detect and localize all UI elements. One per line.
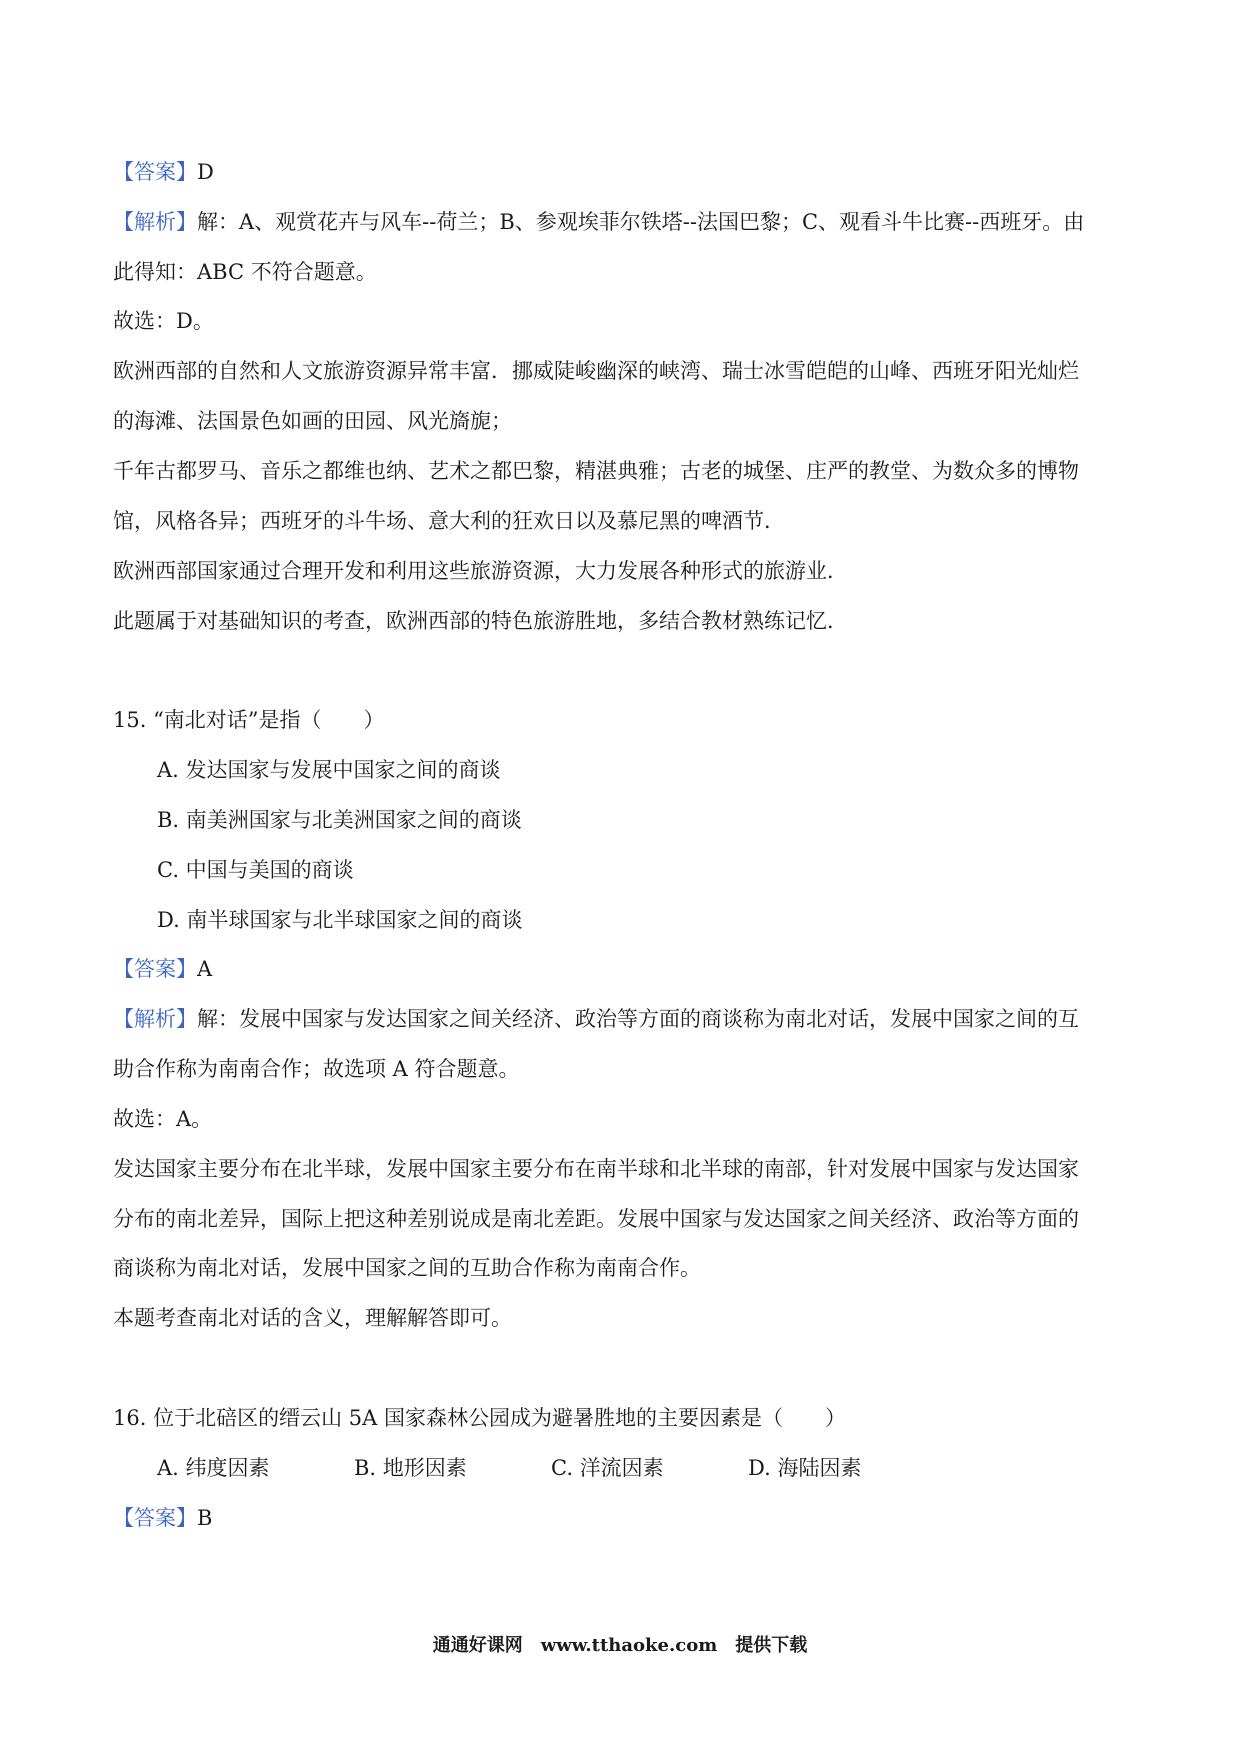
q14-choice: 故选：D。 bbox=[113, 309, 214, 333]
q15-choice: 故选：A。 bbox=[113, 1107, 213, 1131]
analysis-text: 解：A、观赏花卉与风车--荷兰；B、参观埃菲尔铁塔--法国巴黎；C、观看斗牛比赛--西班牙。由 bbox=[197, 210, 1085, 234]
q16-option-a: A. 纬度因素 bbox=[157, 1456, 270, 1480]
q15-question: 15. “南北对话”是指（ ） bbox=[113, 708, 385, 732]
q15-note-line: 商谈称为南北对话，发展中国家之间的互助合作称为南南合作。 bbox=[113, 1256, 701, 1280]
q16-option-b: B. 地形因素 bbox=[354, 1456, 467, 1480]
q14-note-line: 千年古都罗马、音乐之都维也纳、艺术之都巴黎，精湛典雅；古老的城堡、庄严的教堂、为数众多的博物 bbox=[113, 459, 1079, 483]
q14-answer bbox=[113, 157, 1143, 187]
q14-note-line: 欧洲西部的自然和人文旅游资源异常丰富．挪威陡峻幽深的峡湾、瑞士冰雪皑皑的山峰、西班牙阳光灿烂 bbox=[113, 359, 1079, 383]
q14-analysis-line-2: 此得知：ABC 不符合题意。 bbox=[113, 260, 377, 284]
q15-note-line: 本题考查南北对话的含义，理解解答即可。 bbox=[113, 1306, 512, 1330]
answer-value: D bbox=[197, 160, 214, 184]
q16-question: 16. 位于北碚区的缙云山 5A 国家森林公园成为避暑胜地的主要因素是（ ） bbox=[113, 1406, 846, 1430]
analysis-tag: 【解析】 bbox=[113, 1007, 197, 1031]
q15-option-a: A. 发达国家与发展中国家之间的商谈 bbox=[157, 758, 501, 782]
q15-answer bbox=[113, 954, 1143, 984]
q16-answer bbox=[113, 1503, 1143, 1533]
answer-tag: 【答案】 bbox=[113, 957, 197, 981]
q15-note-line: 分布的南北差异，国际上把这种差别说成是南北差距。发展中国家与发达国家之间关经济、政治等方面的 bbox=[113, 1207, 1079, 1231]
q16-option-c: C. 洋流因素 bbox=[551, 1456, 664, 1480]
answer-tag: 【答案】 bbox=[113, 1506, 197, 1530]
q15-analysis-line-1 bbox=[113, 1004, 1143, 1034]
q16-option-d: D. 海陆因素 bbox=[748, 1456, 862, 1480]
q14-note-line: 馆，风格各异；西班牙的斗牛场、意大利的狂欢日以及慕尼黑的啤酒节． bbox=[113, 509, 785, 533]
q15-option-b: B. 南美洲国家与北美洲国家之间的商谈 bbox=[157, 808, 522, 832]
q16-options bbox=[157, 1453, 861, 1483]
page-footer: 通通好课网 www.tthaoke.com 提供下载 bbox=[432, 1635, 808, 1656]
answer-value: A bbox=[197, 957, 213, 981]
q15-analysis-line-2: 助合作称为南南合作；故选项 A 符合题意。 bbox=[113, 1057, 520, 1081]
q14-analysis-line-1 bbox=[113, 207, 1143, 237]
q15-option-d: D. 南半球国家与北半球国家之间的商谈 bbox=[157, 908, 523, 932]
answer-value: B bbox=[197, 1506, 213, 1530]
q15-option-c: C. 中国与美国的商谈 bbox=[157, 858, 354, 882]
analysis-tag: 【解析】 bbox=[113, 210, 197, 234]
answer-tag: 【答案】 bbox=[113, 160, 197, 184]
analysis-text: 解：发展中国家与发达国家之间关经济、政治等方面的商谈称为南北对话，发展中国家之间的互 bbox=[197, 1007, 1079, 1031]
q14-note-line: 此题属于对基础知识的考查，欧洲西部的特色旅游胜地，多结合教材熟练记忆． bbox=[113, 609, 848, 633]
q14-note-line: 欧洲西部国家通过合理开发和利用这些旅游资源，大力发展各种形式的旅游业． bbox=[113, 559, 848, 583]
q15-note-line: 发达国家主要分布在北半球，发展中国家主要分布在南半球和北半球的南部，针对发展中国家与发达国家 bbox=[113, 1157, 1079, 1181]
q14-note-line: 的海滩、法国景色如画的田园、风光旖旎； bbox=[113, 409, 512, 433]
